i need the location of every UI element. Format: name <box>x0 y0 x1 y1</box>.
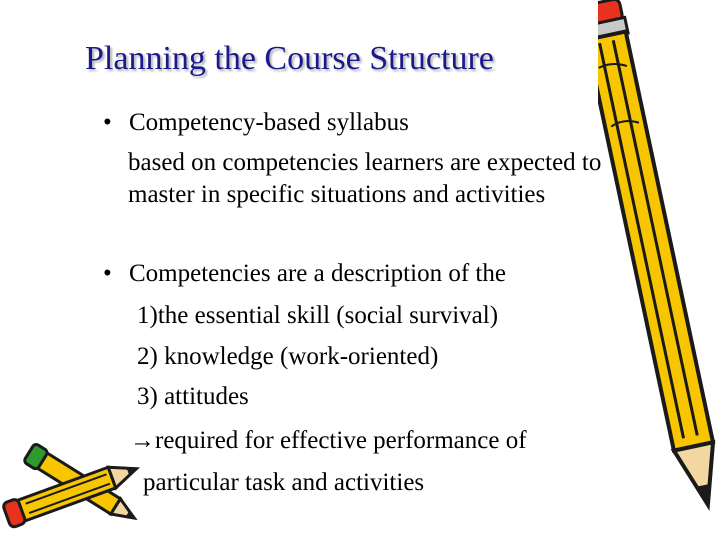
bullet-1-heading: Competency-based syllabus <box>129 109 409 136</box>
bullet-2 <box>103 259 506 289</box>
bullet-marker: • <box>103 109 112 136</box>
bullet-2-heading: Competencies are a description of the <box>129 260 506 287</box>
bullet-2-line-5: particular task and activities <box>143 469 425 496</box>
bullet-2-line-4: →required for effective performance of <box>130 427 527 454</box>
bullet-1 <box>103 108 409 138</box>
pencil-icon <box>598 0 720 540</box>
bullet-2-line-2: 2) knowledge (work-oriented) <box>137 343 439 370</box>
bullet-1-line-2: master in specific situations and activities <box>128 181 546 208</box>
slide-title: Planning the Course Structure <box>85 40 494 77</box>
bullet-1-line-1: based on competencies learners are expected to <box>128 149 602 176</box>
pencils-icon <box>0 430 150 540</box>
bullet-2-line-1: 1)the essential skill (social survival) <box>137 302 499 329</box>
bullet-marker: • <box>103 260 112 287</box>
bullet-2-line-3: 3) attitudes <box>137 383 249 410</box>
